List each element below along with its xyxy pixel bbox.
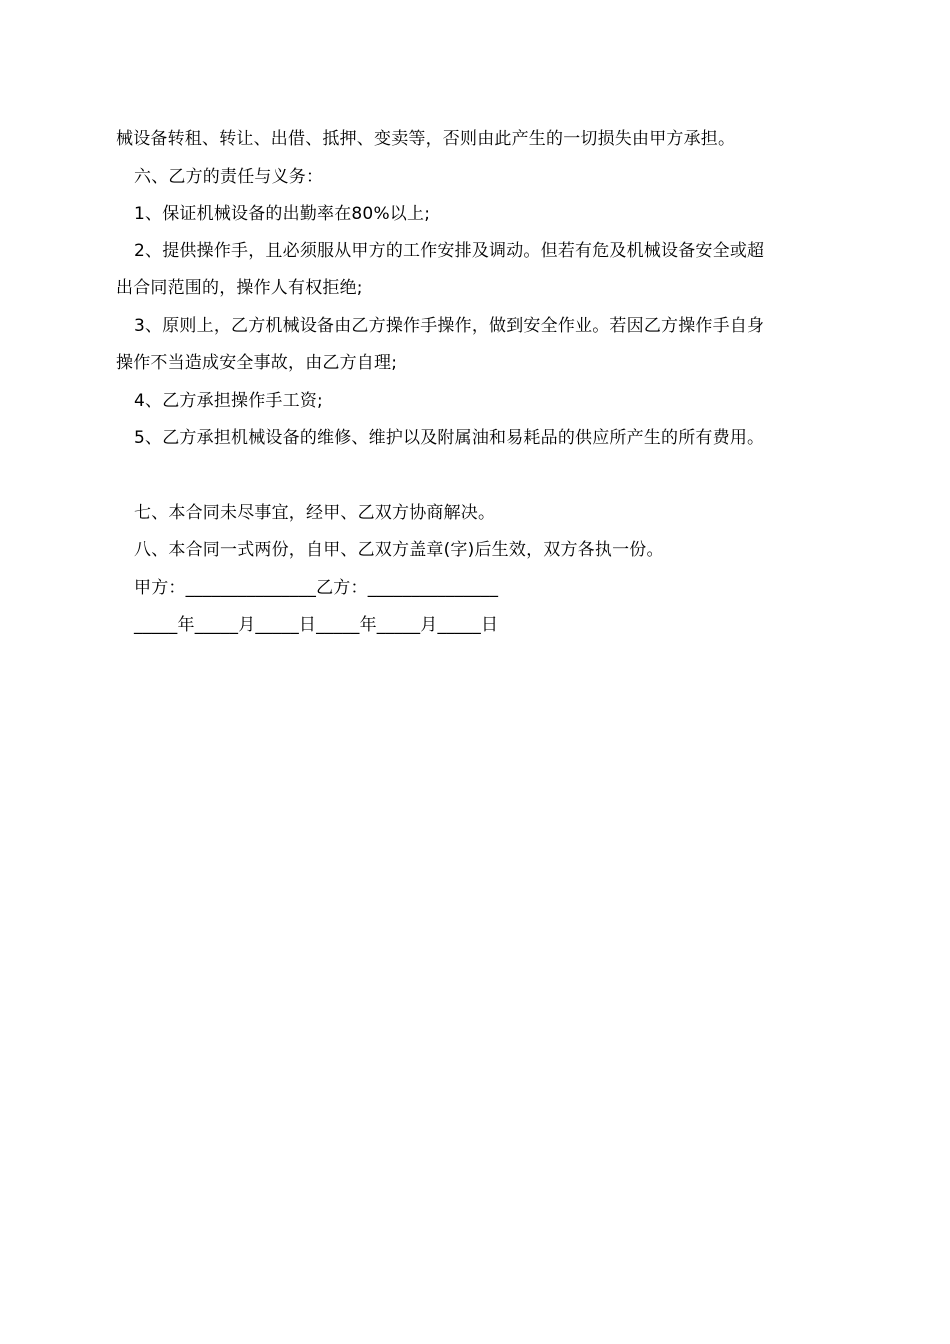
signature-parties: 甲方：_______________乙方：_______________ <box>134 578 499 598</box>
signature-dates: _____年_____月_____日_____年_____月_____日 <box>134 615 499 635</box>
section-6-item-1: 1、保证机械设备的出勤率在80%以上; <box>134 204 431 224</box>
section-6-item-2: 2、提供操作手，且必须服从甲方的工作安排及调动。但若有危及机械设备安全或超 <box>134 241 765 261</box>
section-6-heading: 六、乙方的责任与义务： <box>134 167 324 187</box>
section-6-item-3-continuation: 操作不当造成安全事故，由乙方自理; <box>116 353 398 373</box>
section-6-item-4: 4、乙方承担操作手工资; <box>134 391 323 411</box>
section-6-item-2-continuation: 出合同范围的，操作人有权拒绝; <box>116 278 363 298</box>
section-8: 八、本合同一式两份，自甲、乙双方盖章(字)后生效，双方各执一份。 <box>134 540 664 560</box>
clause-5-continuation: 械设备转租、转让、出借、抵押、变卖等，否则由此产生的一切损失由甲方承担。 <box>116 129 736 149</box>
section-6-item-5: 5、乙方承担机械设备的维修、维护以及附属油和易耗品的供应所产生的所有费用。 <box>134 428 765 448</box>
section-6-item-3: 3、原则上，乙方机械设备由乙方操作手操作，做到安全作业。若因乙方操作手自身 <box>134 316 765 336</box>
section-7: 七、本合同未尽事宜，经甲、乙双方协商解决。 <box>134 503 496 523</box>
